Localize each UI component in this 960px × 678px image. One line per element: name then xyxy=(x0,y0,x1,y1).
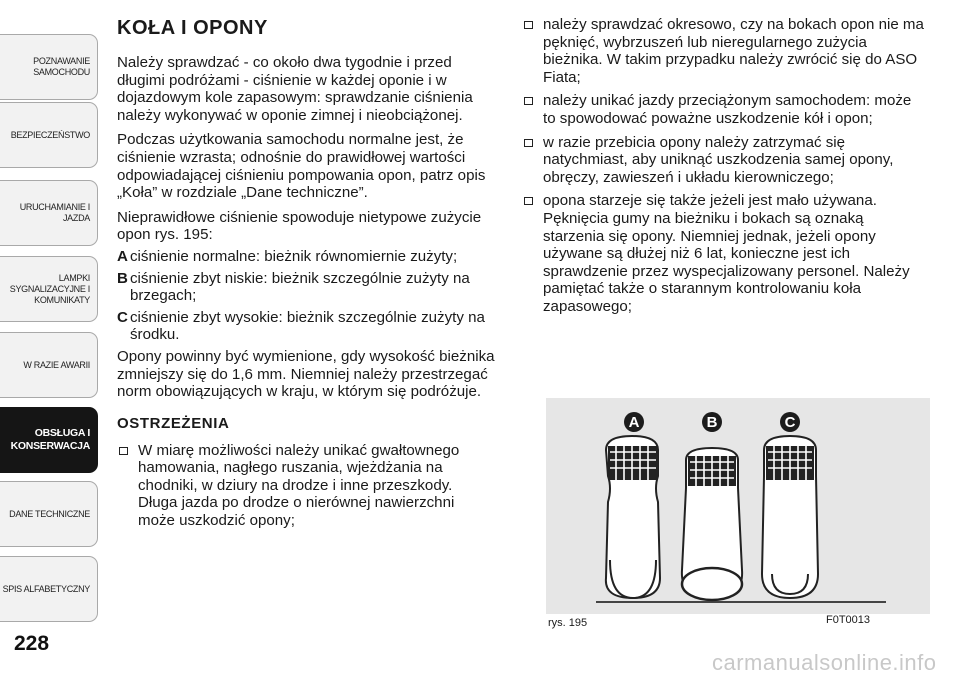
checkbox-bullet-icon xyxy=(524,21,533,29)
tab-lampki-sygnalizacyjne[interactable]: LAMPKI SYGNALIZACYJNE I KOMUNIKATY xyxy=(0,256,98,322)
badge-c-label: C xyxy=(784,414,796,431)
figure-caption: rys. 195 xyxy=(548,617,588,629)
item-text: w razie przebicia opony należy zatrzymać się natychmiast, aby uniknąć uszkodzenia samej opony, obręczy, zawieszeń i układu kierowniczego; xyxy=(543,133,894,186)
checkbox-bullet-icon xyxy=(524,97,533,105)
wear-pattern-list xyxy=(117,248,495,344)
item-text: należy unikać jazdy przeciążonym samochodem: może to spowodować poważne uszkodzenie kół i opon; xyxy=(543,92,912,127)
tab-spis-alfabetyczny[interactable]: SPIS ALFABETYCZNY xyxy=(0,556,98,622)
paragraph-tread-depth: Opony powinny być wymienione, gdy wysokość bieżnika zmniejszy się do 1,6 mm. Niemniej należy przestrzegać norm obowiązujących w kraju, w którym się podróżuje. xyxy=(117,347,495,401)
item-letter: A xyxy=(117,247,128,265)
item-text: ciśnienie zbyt niskie: bieżnik szczególnie zużyty na brzegach; xyxy=(130,269,470,305)
badge-b-label: B xyxy=(706,414,718,431)
badge-a-label: A xyxy=(628,414,640,431)
item-text: W miarę możliwości należy unikać gwałtownego hamowania, nagłego ruszania, wjeżdżania na chodniki, w dziury na drodze i inne przeszkody. Długa jazda po drodze o nierównej nawierzchni może uszkodzić opony; xyxy=(138,441,460,530)
item-letter: C xyxy=(117,308,128,326)
list-item xyxy=(117,270,495,305)
warnings-list xyxy=(117,442,495,530)
tire-c-illustration xyxy=(762,436,818,598)
item-letter: B xyxy=(117,269,128,287)
tire-b-illustration xyxy=(682,448,742,600)
item-text: należy sprawdzać okresowo, czy na bokach opon nie ma pęknięć, wybrzuszeń lub nieregularnego zużycia bieżnika. W takim przypadku należy zwrócić się do ASO Fiata; xyxy=(543,16,924,86)
list-item xyxy=(522,134,927,187)
list-item xyxy=(522,92,927,127)
tire-wear-illustration xyxy=(546,398,930,614)
item-text: opona starzeje się także jeżeli jest mało używana. Pęknięcia gumy na bieżniku i bokach są oznaką starzenia się opony. Niemniej jednak, jeżeli opony używane są dłużej niż 6 lat, konieczne jest ich sprawdzenie przez wyspecjalizowany personel. Należy pamiętać także o starannym kontrolowaniu koła zapasowego; xyxy=(543,192,910,315)
list-item xyxy=(522,192,927,315)
list-item xyxy=(117,248,495,266)
item-text: ciśnienie normalne: bieżnik równomiernie zużyty; xyxy=(130,247,458,265)
page-number: 228 xyxy=(14,632,50,655)
tire-a-illustration xyxy=(606,436,660,598)
tab-w-razie-awarii[interactable]: W RAZIE AWARII xyxy=(0,332,98,398)
figure-code: F0T0013 xyxy=(826,614,871,626)
warnings-heading: OSTRZEŻENIA xyxy=(117,414,230,432)
care-list xyxy=(522,16,927,316)
item-text: ciśnienie zbyt wysokie: bieżnik szczególnie zużyty na środku. xyxy=(130,308,485,344)
checkbox-bullet-icon xyxy=(524,197,533,205)
right-column xyxy=(522,16,927,322)
checkbox-bullet-icon xyxy=(119,447,128,455)
section-tabs xyxy=(0,0,100,678)
tab-dane-techniczne[interactable]: DANE TECHNICZNE xyxy=(0,481,98,547)
tab-poznawanie-samochodu[interactable]: POZNAWANIE SAMOCHODU xyxy=(0,34,98,100)
tab-uruchamianie-i-jazda[interactable]: URUCHAMIANIE I JAZDA xyxy=(0,180,98,246)
paragraph-wrong-pressure: Nieprawidłowe ciśnienie spowoduje nietypowe zużycie opon rys. 195: xyxy=(117,208,482,244)
paragraph-pressure-rise: Podczas użytkowania samochodu normalne jest, że ciśnienie wzrasta; odnośnie do prawidłowej wartości odpowiadającej ciśnieniu pompowania opon, patrz opis „Koła” w rozdziale „Dane techniczne”. xyxy=(117,131,486,202)
list-item xyxy=(117,442,495,530)
watermark-text: carmanualsonline.info xyxy=(712,650,937,675)
checkbox-bullet-icon xyxy=(524,139,533,147)
tab-bezpieczenstwo[interactable]: BEZPIECZEŃSTWO xyxy=(0,102,98,168)
paragraph-pressure-check: Należy sprawdzać - co około dwa tygodnie i przed długimi podróżami - ciśnienie w każdej oponie i w dojazdowym kole zapasowym: sprawdzanie ciśnienia należy wykonywać w oponie zimnej i nieobciążonej. xyxy=(117,54,473,124)
tab-obsluga-i-konserwacja[interactable]: OBSŁUGA I KONSERWACJA xyxy=(0,407,98,473)
left-column xyxy=(117,16,495,536)
tire-wear-figure xyxy=(546,398,930,614)
list-item xyxy=(117,309,495,344)
list-item xyxy=(522,16,927,86)
section-title: KOŁA I OPONY xyxy=(117,17,268,39)
